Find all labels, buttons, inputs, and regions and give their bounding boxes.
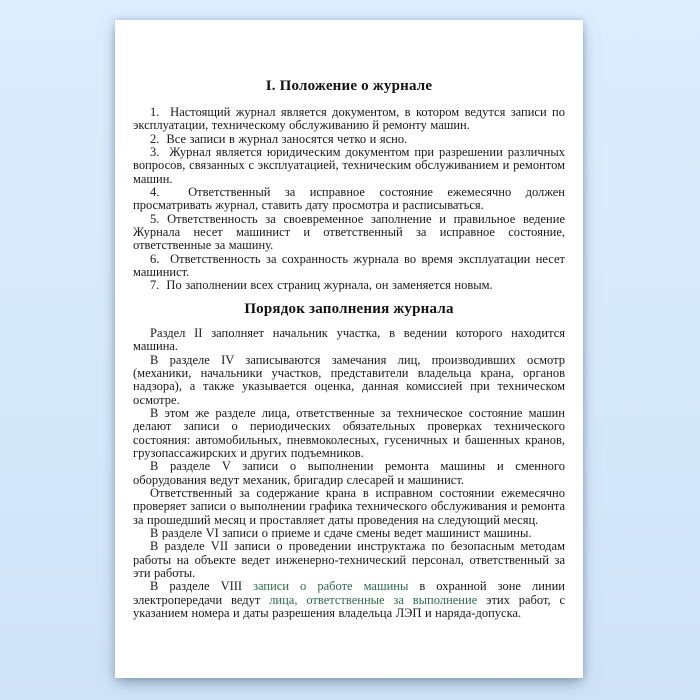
paragraph-monthly-check: Ответственный за содержание крана в исправном состоянии ежемесячно проверяет записи о выполнении графика технического обслуживания и ремонта за прошедший месяц и проставляет даты проведения на следующий месяц. [133,485,565,527]
paragraph-section-vii: В разделе VII записи о проведении инструктажа по безопасным методам работы на объекте ведет инженерно-технический персонал, ответственный за эти работы. [133,539,565,580]
document-page [115,20,583,678]
paragraph-section-ii: Раздел II заполняет начальник участка, в ведении которого находится машина. [133,325,565,354]
section-2-title: Порядок заполнения журнала [244,300,454,317]
paragraph-segment: этих работ, с указанием номера и даты разрешения владельца ЛЭП и наряда-допуска. [133,592,565,621]
numbered-item-4: 4. Ответственный за исправное состояние ежемесячно должен просматривать журнал, ставить дату просмотра и расписываться. [133,185,565,213]
numbered-item-6: 6. Ответственность за сохранность журнала во время эксплуатации несет машинист. [133,251,565,280]
green-tinted-text: записи о работе машины [253,579,409,594]
numbered-item-5: 5. Ответственность за своевременное заполнение и правильное ведение Журнала несет машинист и ответственный за исправное состояние, ответственные за машину. [133,211,565,253]
numbered-item-2: 2. Все записи в журнал заносятся четко и ясно. [150,131,408,146]
paragraph-technical-state: В этом же разделе лица, ответственные за техническое состояние машин делают записи о периодических обязательных проверках технического состояния: автомобильных, пневмоколесных, гусеничных и башенных кранов, грузопассажирских и других подъемников. [133,405,565,460]
paragraph-section-viii [133,580,565,620]
numbered-item-3: 3. Журнал является юридическим документом при разрешении различных вопросов, связанных с эксплуатацией, техническим обслуживанием и ремонтом машин. [133,145,565,186]
paragraph-segment: В разделе VIII [150,579,254,594]
paragraph-section-iv: В разделе IV записываются замечания лиц, производивших осмотр (механики, начальники участков, представители владельца крана, органов надзора), а также указывается оценка, данная комиссией при техническом осмотре. [133,352,565,407]
numbered-item-7: 7. По заполнении всех страниц журнала, он заменяется новым. [150,278,493,293]
section-1-title: I. Положение о журнале [265,78,433,94]
numbered-item-1: 1. Настоящий журнал является документом, в котором ведутся записи по эксплуатации, техническому обслуживанию й ремонту машин. [133,105,565,133]
paragraph-section-vi: В разделе VI записи о приеме и сдаче смены ведет машинист машины. [150,525,532,540]
green-tinted-text: лица, ответственные за выполнение [269,592,478,607]
paragraph-segment: в охранной зоне линии электропередачи ведут [133,579,565,607]
paragraph-section-v: В разделе V записи о выполнении ремонта машины и сменного оборудования ведут механик, бригадир слесарей и машинист. [133,459,565,487]
